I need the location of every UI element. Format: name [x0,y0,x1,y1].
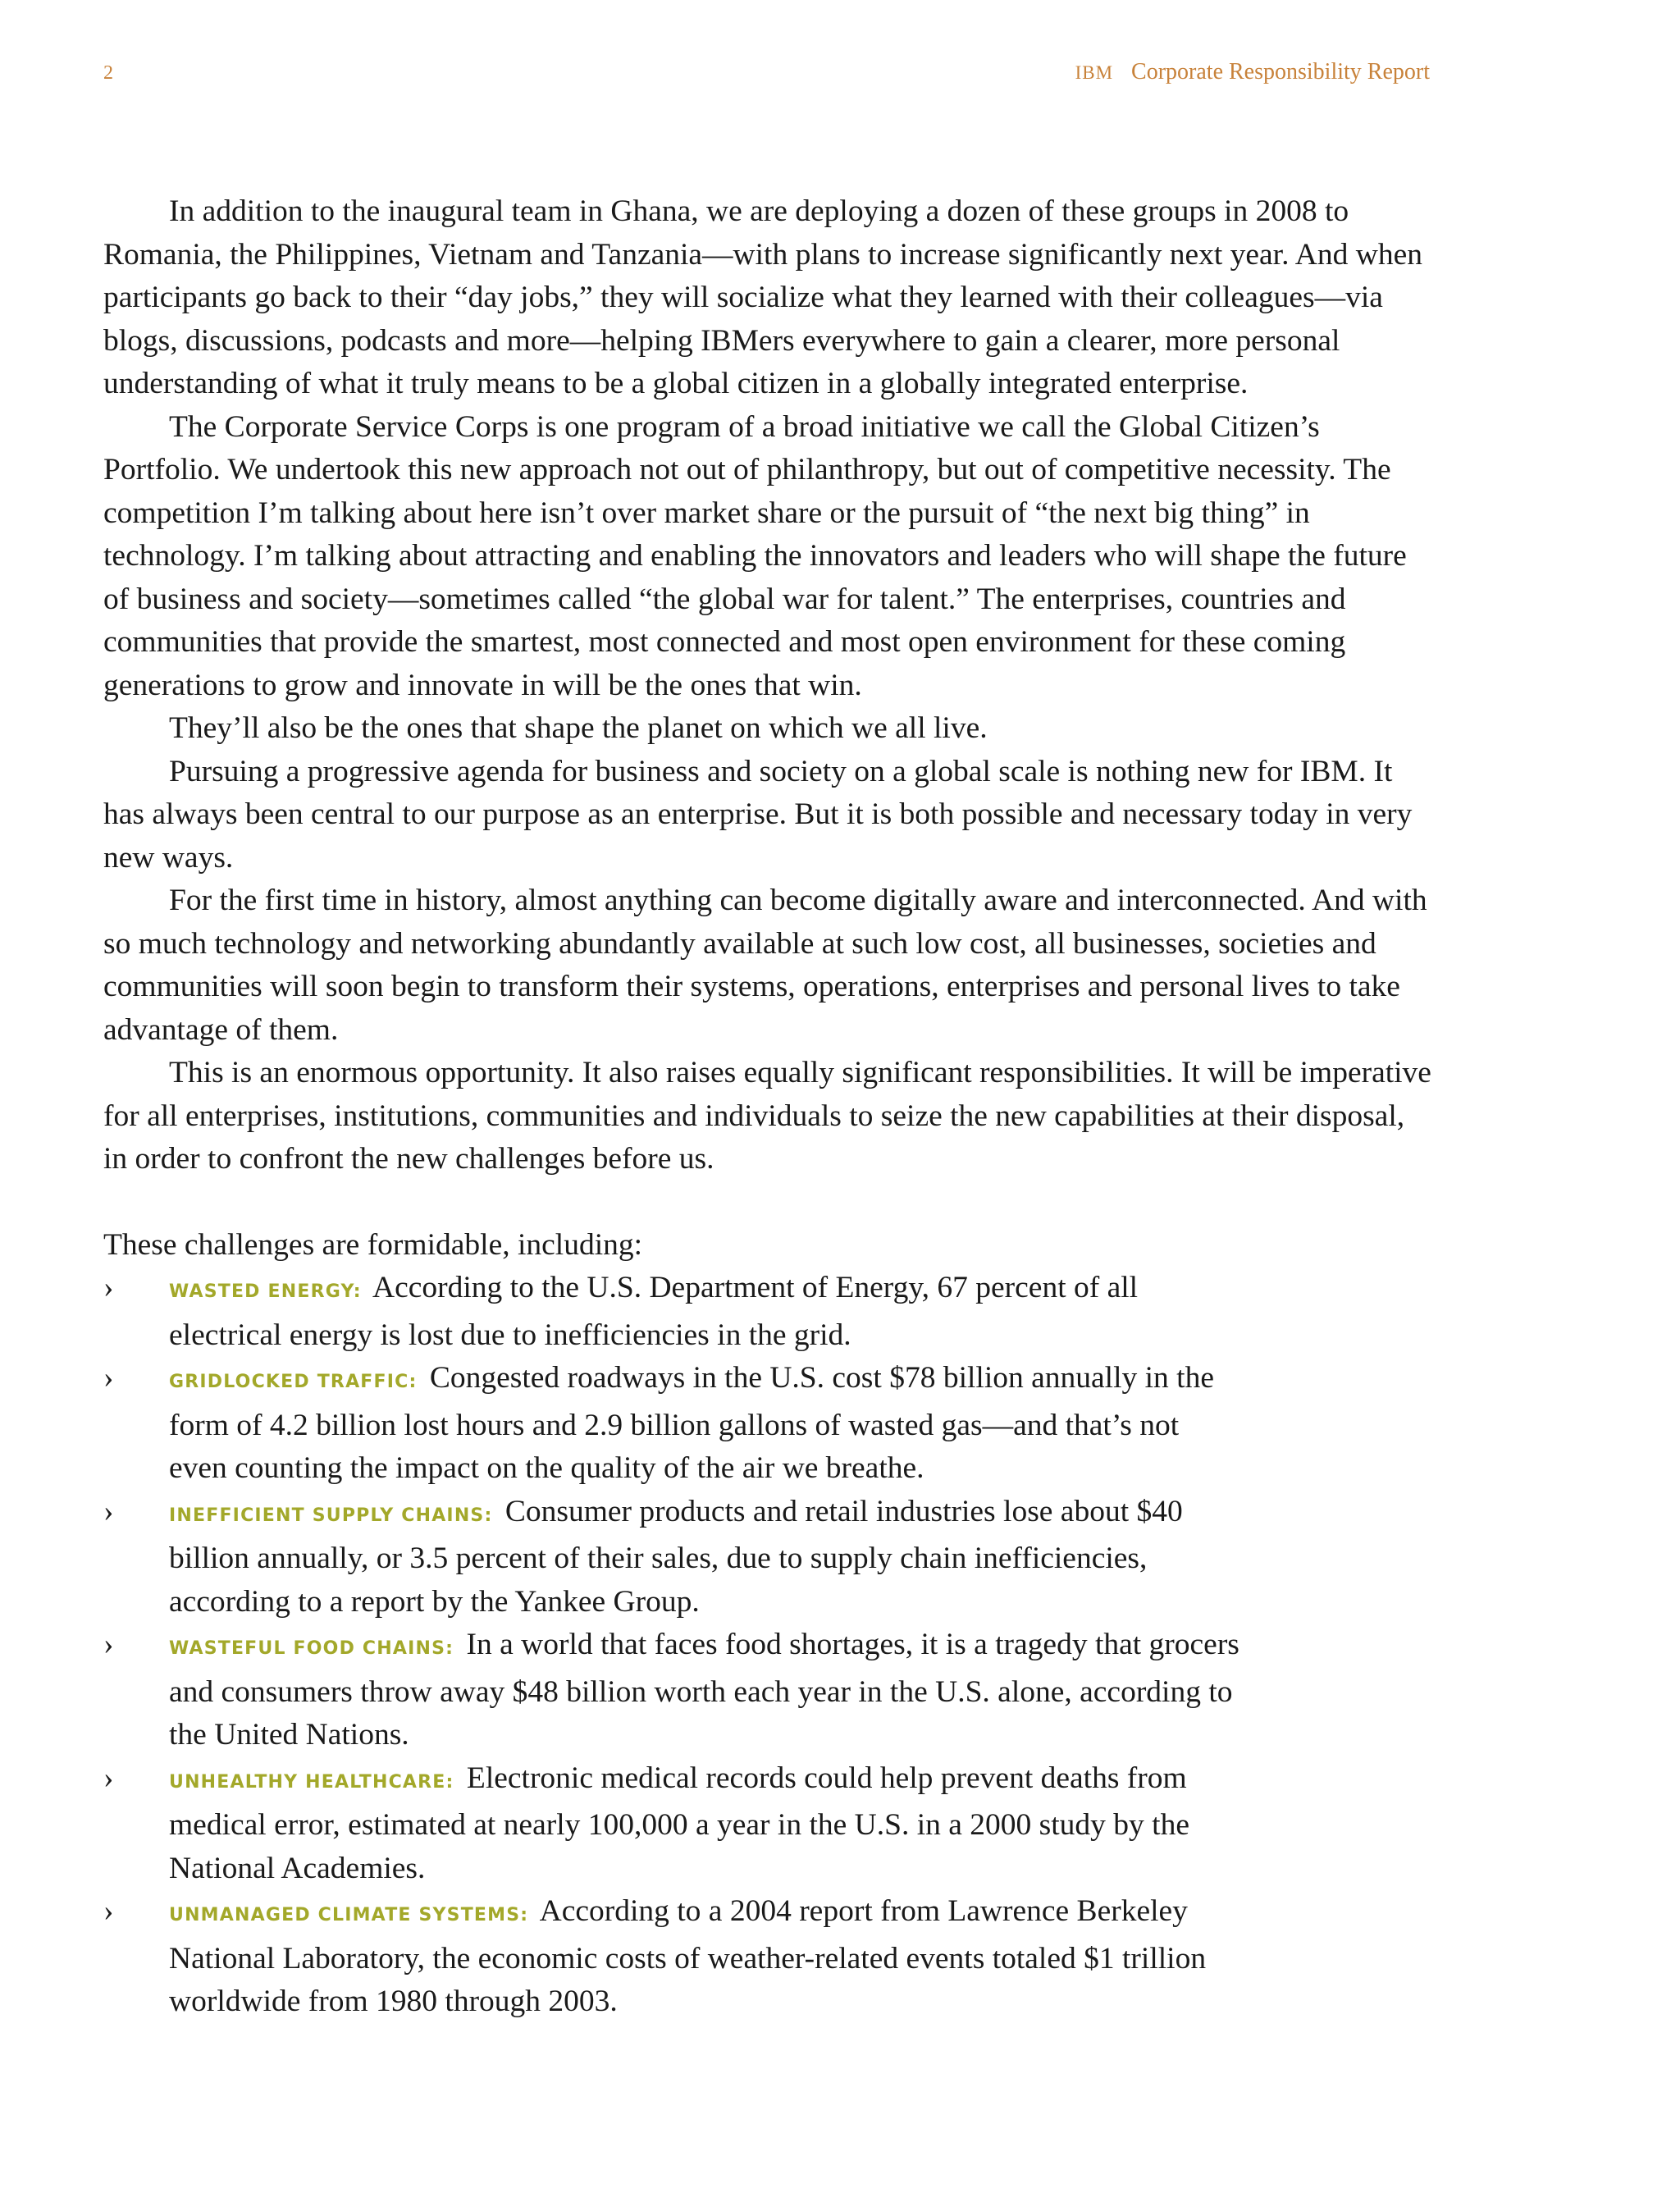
bullet-marker: › [103,1271,114,1304]
paragraph: For the first time in history, almost anything can become digitally aware and interconnected. And with so much technology and networking abundantly available at such low cost, all businesses, societies and communities will soon begin to transform their systems, operations, enterprises and personal lives to take advantage of them. [103,884,1427,1047]
bullet-marker: › [103,1628,114,1661]
paragraph: Pursuing a progressive agenda for business and society on a global scale is nothing new for IBM. It has always been central to our purpose as an enterprise. But it is both possible and necessary today in very new ways. [103,754,1413,875]
challenge-text: Consumer products and retail industries lose about $40 billion annually, or 3.5 percent of their sales, due to supply chain inefficiencies, according to a report by the Yankee Group. [169,1494,1183,1619]
body-text [103,190,1432,2024]
bullet-marker: › [103,1494,114,1528]
header-title: Corporate Responsibility Report [1131,59,1430,84]
bullet-marker: › [103,1361,114,1395]
paragraph: This is an enormous opportunity. It also raises equally significant responsibilities. It will be imperative for all enterprises, institutions, communities and individuals to seize the new capabilities at their disposal, in order to confront the new challenges before us. [103,1056,1431,1176]
challenge-label: WASTEFUL FOOD CHAINS: [169,1638,454,1659]
page-number: 2 [103,62,113,84]
challenge-label: UNHEALTHY HEALTHCARE: [169,1771,454,1793]
challenge-label: INEFFICIENT SUPPLY CHAINS: [169,1505,493,1526]
challenge-text: Congested roadways in the U.S. cost $78 billion annually in the form of 4.2 billion lost hours and 2.9 billion gallons of wasted gas—and that’s not even counting the impact on the quality of the air we breathe. [169,1361,1214,1485]
list-item [103,1357,1244,1491]
challenge-label: GRIDLOCKED TRAFFIC: [169,1372,418,1392]
header-brand: IBM [1075,62,1114,83]
paragraph: The Corporate Service Corps is one program of a broad initiative we call the Global Citizen’s Portfolio. We undertook this new approach not out of philanthropy, but out of competitive necessity. The competition I’m talking about here isn’t over market share or the pursuit of “the next big thing” in technology. I’m talking about attracting and enabling the innovators and leaders who will shape the future of business and society—sometimes called “the global war for talent.” The enterprises, countries and communities that provide the smartest, most connected and most open environment for these coming generations to grow and innovate in will be the ones that win. [103,409,1407,702]
challenge-label: UNMANAGED CLIMATE SYSTEMS: [169,1905,529,1925]
list-item [103,1491,1244,1624]
challenge-text: According to the U.S. Department of Energy, 67 percent of all electrical energy is lost due to inefficiencies in the grid. [169,1271,1139,1352]
paragraph: In addition to the inaugural team in Ghana, we are deploying a dozen of these groups in 2008 to Romania, the Philippines, Vietnam and Tanzania—with plans to increase significantly next year. And when participants go back to their “day jobs,” they will socialize what they learned with their colleagues—via blogs, discussions, podcasts and more—helping IBMers everywhere to gain a clearer, more personal understanding of what it truly means to be a global citizen in a globally integrated enterprise. [103,194,1422,400]
list-item [103,1267,1244,1357]
paragraph: They’ll also be the ones that shape the planet on which we all live. [169,711,988,745]
bullet-marker: › [103,1761,114,1795]
list-item [103,1890,1244,2024]
list-item [103,1757,1244,1891]
challenge-list [103,1267,1244,2024]
list-item [103,1624,1244,1757]
challenge-text: In a world that faces food shortages, it is a tragedy that grocers and consumers throw away $48 billion worth each year in the U.S. alone, according to the United Nations. [169,1628,1239,1752]
challenges-intro: These challenges are formidable, including: [103,1227,643,1262]
challenge-label: WASTED ENERGY: [169,1281,362,1302]
challenge-text: According to a 2004 report from Lawrence Berkeley National Laboratory, the economic costs of weather-related events totaled $1 trillion worldwide from 1980 through 2003. [169,1894,1207,2018]
bullet-marker: › [103,1894,114,1928]
running-header [1075,59,1430,85]
challenge-text: Electronic medical records could help prevent deaths from medical error, estimated at nearly 100,000 a year in the U.S. in a 2000 study by the National Academies. [169,1761,1189,1885]
